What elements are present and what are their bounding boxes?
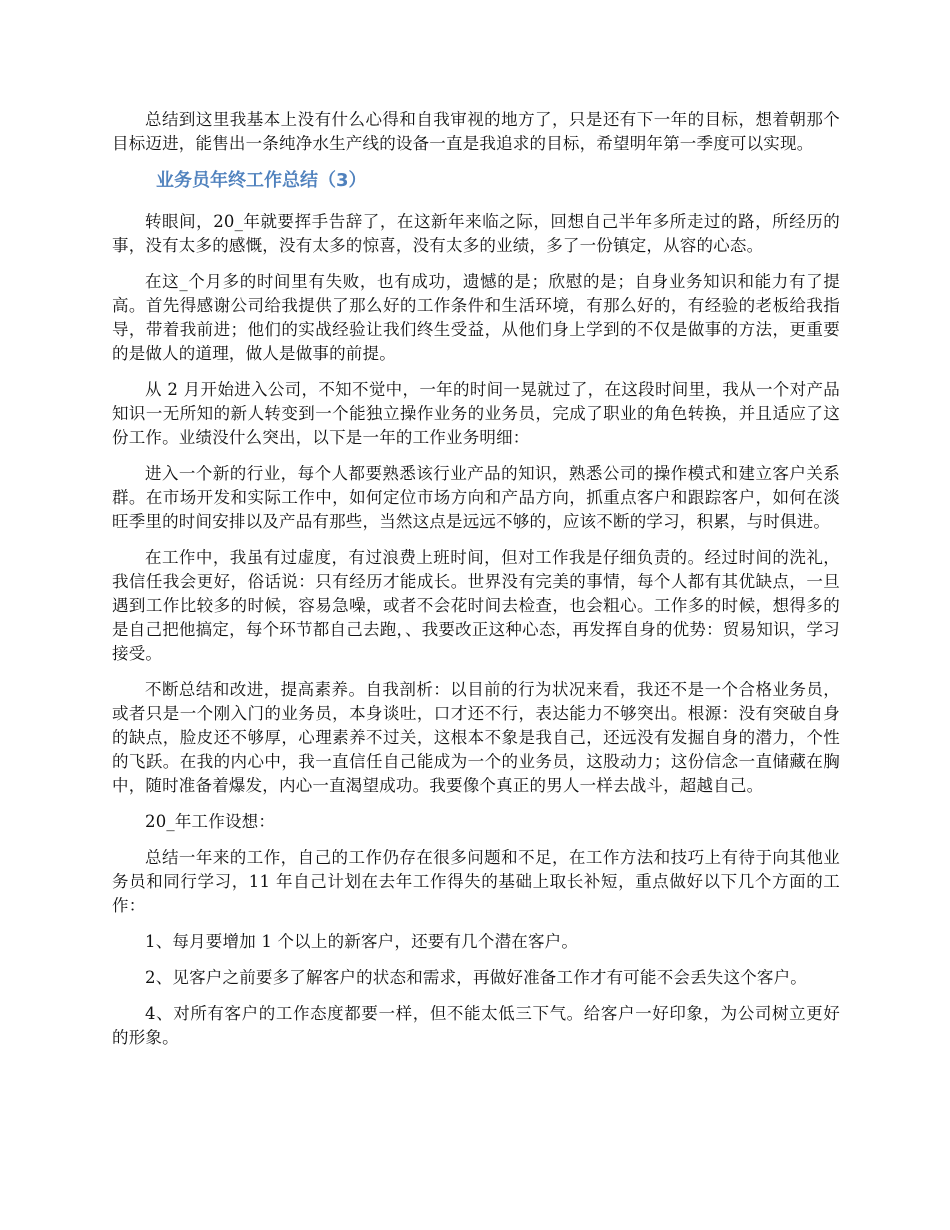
section-title: 业务员年终工作总结（3） [156,170,367,191]
paragraph-1: 转眼间，20_年就要挥手告辞了，在这新年来临之际，回想自己半年多所走过的路，所经历的事，没有太多的感慨，没有太多的惊喜，没有太多的业绩，多了一份镇定，从容的心态。 [112,212,840,255]
paragraph-6: 不断总结和改进，提高素养。自我剖析：以目前的行为状况来看，我还不是一个合格业务员，或者只是一个刚入门的业务员，本身谈吐，口才还不行，表达能力不够突出。根源：没有突破自身的缺点，脸皮还不够厚，心理素养不过关，这根本不象是我自己，还远没有发掘自身的潜力，个性的飞跃。在我的内心中，我一直信任自己能成为一个的业务员，这股动力；这份信念一直储藏在胸中，随时准备着爆发，内心一直渴望成功。我要像个真正的男人一样去战斗，超越自己。 [112,680,840,795]
intro-paragraph: 总结到这里我基本上没有什么心得和自我审视的地方了，只是还有下一年的目标，想着朝那个目标迈进，能售出一条纯净水生产线的设备一直是我追求的目标，希望明年第一季度可以实现。 [112,110,840,153]
list-item-2: 2、见客户之前要多了解客户的状态和需求，再做好准备工作才有可能不会丢失这个客户。 [145,968,807,987]
paragraph-5: 在工作中，我虽有过虚度，有过浪费上班时间，但对工作我是仔细负责的。经过时间的洗礼，我信任我会更好，俗话说：只有经历才能成长。世界没有完美的事情，每个人都有其优缺点，一旦遇到工作比较多的时候，容易急噪，或者不会花时间去检查，也会粗心。工作多的时候，想得多的是自己把他搞定，每个环节都自己去跑，、我要改正这种心态，再发挥自身的优势：贸易知识，学习接受。 [112,548,840,663]
paragraph-7: 20_年工作设想： [145,812,276,831]
paragraph-3: 从 2 月开始进入公司，不知不觉中，一年的时间一晃就过了，在这段时间里，我从一个对产品知识一无所知的新人转变到一个能独立操作业务的业务员，完成了职业的角色转换，并且适应了这份工作。业绩没什么突出，以下是一年的工作业务明细： [112,380,840,447]
paragraph-8: 总结一年来的工作，自己的工作仍存在很多问题和不足，在工作方法和技巧上有待于向其他业务员和同行学习，11 年自己计划在去年工作得失的基础上取长补短，重点做好以下几个方面的工作： [112,848,840,915]
list-item-1: 1、每月要增加 1 个以上的新客户，还要有几个潜在客户。 [145,932,579,951]
paragraph-2: 在这_个月多的时间里有失败，也有成功，遗憾的是；欣慰的是；自身业务知识和能力有了提高。首先得感谢公司给我提供了那么好的工作条件和生活环境，有那么好的，有经验的老板给我指导，带着我前进；他们的实战经验让我们终生受益，从他们身上学到的不仅是做事的方法，更重要的是做人的道理，做人是做事的前提。 [112,272,840,363]
paragraph-4: 进入一个新的行业，每个人都要熟悉该行业产品的知识，熟悉公司的操作模式和建立客户关系群。在市场开发和实际工作中，如何定位市场方向和产品方向，抓重点客户和跟踪客户，如何在淡旺季里的时间安排以及产品有那些，当然这点是远远不够的，应该不断的学习，积累，与时俱进。 [112,464,840,531]
document-page [112,108,840,1062]
list-item-4: 4、对所有客户的工作态度都要一样，但不能太低三下气。给客户一好印象，为公司树立更好的形象。 [112,1004,840,1047]
